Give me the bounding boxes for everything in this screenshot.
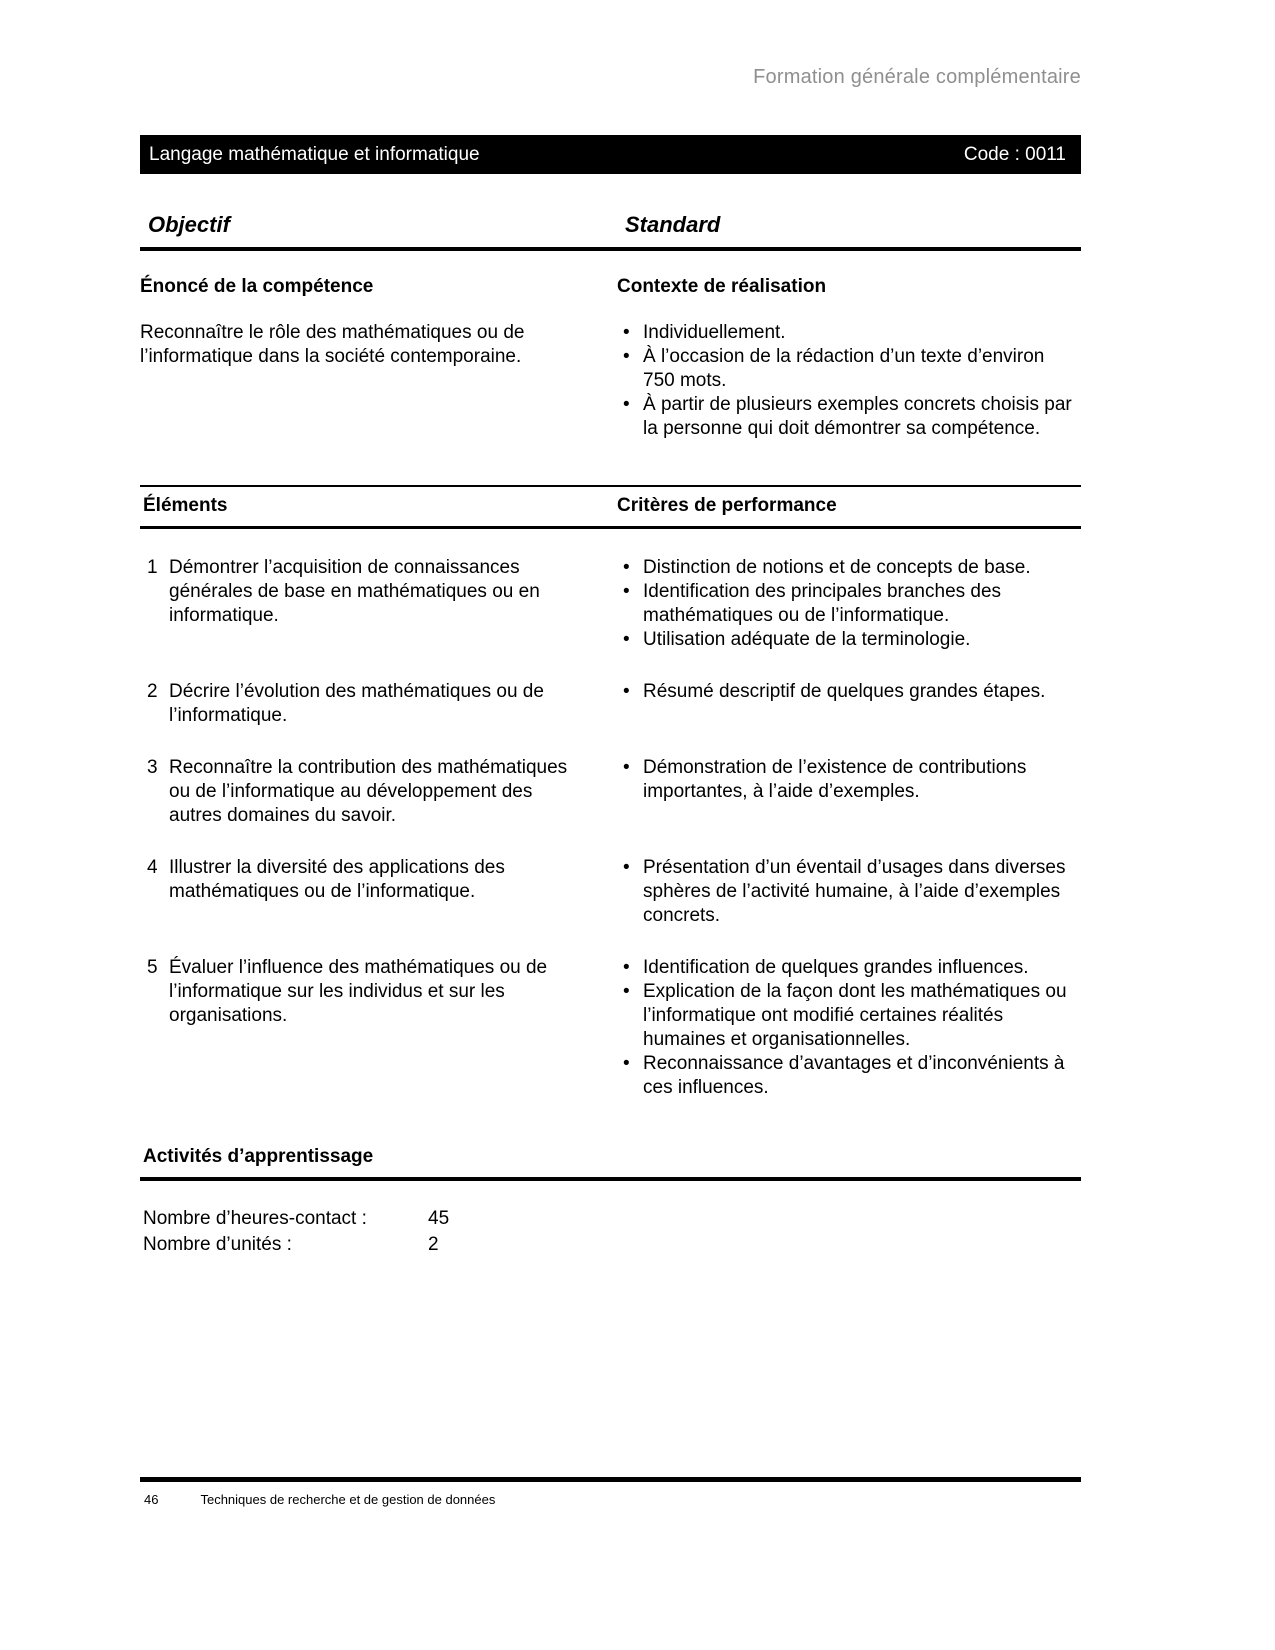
list-item (617, 956, 1081, 980)
field-value: 2 (428, 1234, 439, 1255)
bullet-text: Individuellement. (643, 322, 786, 343)
criteres-heading: Critères de performance (617, 495, 837, 516)
bullet-icon: • (623, 957, 630, 978)
bullet-text: À partir de plusieurs exemples concrets choisis par la personne qui doit démontrer sa compétence. (643, 394, 1072, 439)
list-item (617, 556, 1081, 580)
bullet-text: Présentation d’un éventail d’usages dans diverses sphères de l’activité humaine, à l’aide d’exemples concrets. (643, 857, 1066, 926)
enonce-heading: Énoncé de la compétence (140, 276, 374, 297)
footer-document-title: Techniques de recherche et de gestion de données (200, 1492, 496, 1507)
element-number: 3 (147, 757, 158, 778)
bullet-text: Explication de la façon dont les mathématiques ou l’informatique ont modifié certaines réalités humaines et organisationnelles. (643, 981, 1067, 1050)
element-number: 1 (147, 557, 158, 578)
element-row (140, 856, 1081, 928)
contexte-bullet-list (617, 321, 1081, 441)
bullet-icon: • (623, 681, 630, 702)
element-text: Reconnaître la contribution des mathématiques ou de l’informatique au développement des autres domaines du savoir. (169, 757, 568, 826)
bullet-text: Distinction de notions et de concepts de base. (643, 557, 1031, 578)
standard-heading: Standard (625, 212, 721, 237)
element-row (140, 680, 1081, 728)
bullet-icon: • (623, 629, 630, 650)
element-item (140, 956, 590, 1100)
enonce-text: Reconnaître le rôle des mathématiques ou de l’informatique dans la société contemporaine. (140, 322, 525, 367)
page-content (140, 0, 1081, 1258)
field-row (140, 1206, 1081, 1232)
list-item (617, 628, 1081, 652)
elements-criteres-header (140, 485, 1081, 529)
list-item (617, 345, 1081, 393)
course-code: Code : 0011 (963, 143, 1066, 165)
elements-heading: Éléments (143, 495, 228, 516)
course-title-bar (140, 135, 1081, 174)
list-item (617, 393, 1081, 441)
activities-heading: Activités d’apprentissage (140, 1146, 1081, 1181)
criteria-list (617, 556, 1081, 652)
page-footer (140, 1477, 1081, 1507)
element-item (140, 680, 590, 728)
list-item (617, 321, 1081, 345)
activities-fields (140, 1206, 1081, 1258)
bullet-icon: • (623, 981, 630, 1002)
element-number: 2 (147, 681, 158, 702)
list-item (617, 1052, 1081, 1100)
element-item (140, 856, 590, 928)
element-row (140, 556, 1081, 652)
bullet-icon: • (623, 557, 630, 578)
bullet-text: Résumé descriptif de quelques grandes étapes. (643, 681, 1046, 702)
bullet-icon: • (623, 581, 630, 602)
criteria-list (617, 680, 1081, 728)
element-item (140, 556, 590, 652)
element-item (140, 756, 590, 828)
contexte-heading: Contexte de réalisation (617, 276, 827, 297)
field-value: 45 (428, 1208, 450, 1229)
list-item (617, 980, 1081, 1052)
bullet-text: Identification de quelques grandes influences. (643, 957, 1029, 978)
element-row (140, 956, 1081, 1100)
field-label: Nombre d’unités : (143, 1234, 292, 1255)
field-label: Nombre d’heures-contact : (143, 1208, 367, 1229)
list-item (617, 756, 1081, 804)
activities-section (140, 1146, 1081, 1258)
contexte-column (617, 275, 1081, 441)
element-text: Décrire l’évolution des mathématiques ou de l’informatique. (169, 681, 544, 726)
bullet-icon: • (623, 857, 630, 878)
course-title: Langage mathématique et informatique (149, 143, 480, 165)
element-text: Démontrer l’acquisition de connaissances générales de base en mathématiques ou en informatique. (169, 557, 540, 626)
bullet-text: Identification des principales branches des mathématiques ou de l’informatique. (643, 581, 1002, 626)
page-number: 46 (144, 1492, 159, 1507)
bullet-text: À l’occasion de la rédaction d’un texte d’environ 750 mots. (643, 346, 1045, 391)
bullet-icon: • (623, 394, 630, 415)
objectif-heading: Objectif (148, 212, 230, 237)
list-item (617, 856, 1081, 928)
competence-context-section (140, 275, 1081, 441)
list-item (617, 580, 1081, 628)
bullet-text: Démonstration de l’existence de contributions importantes, à l’aide d’exemples. (643, 757, 1027, 802)
bullet-icon: • (623, 1053, 630, 1074)
elements-rows (140, 556, 1081, 1100)
bullet-text: Utilisation adéquate de la terminologie. (643, 629, 971, 650)
element-number: 5 (147, 957, 158, 978)
running-header: Formation générale complémentaire (753, 66, 1081, 88)
list-item (617, 680, 1081, 704)
bullet-icon: • (623, 322, 630, 343)
criteria-list (617, 956, 1081, 1100)
enonce-column (140, 275, 590, 441)
objectif-standard-header (140, 212, 1081, 251)
criteria-list (617, 756, 1081, 828)
bullet-icon: • (623, 757, 630, 778)
criteria-list (617, 856, 1081, 928)
element-text: Évaluer l’influence des mathématiques ou de l’informatique sur les individus et sur les organisations. (169, 957, 548, 1026)
field-row (140, 1232, 1081, 1258)
bullet-text: Reconnaissance d’avantages et d’inconvénients à ces influences. (643, 1053, 1065, 1098)
bullet-icon: • (623, 346, 630, 367)
element-text: Illustrer la diversité des applications des mathématiques ou de l’informatique. (169, 857, 505, 902)
element-row (140, 756, 1081, 828)
element-number: 4 (147, 857, 158, 878)
